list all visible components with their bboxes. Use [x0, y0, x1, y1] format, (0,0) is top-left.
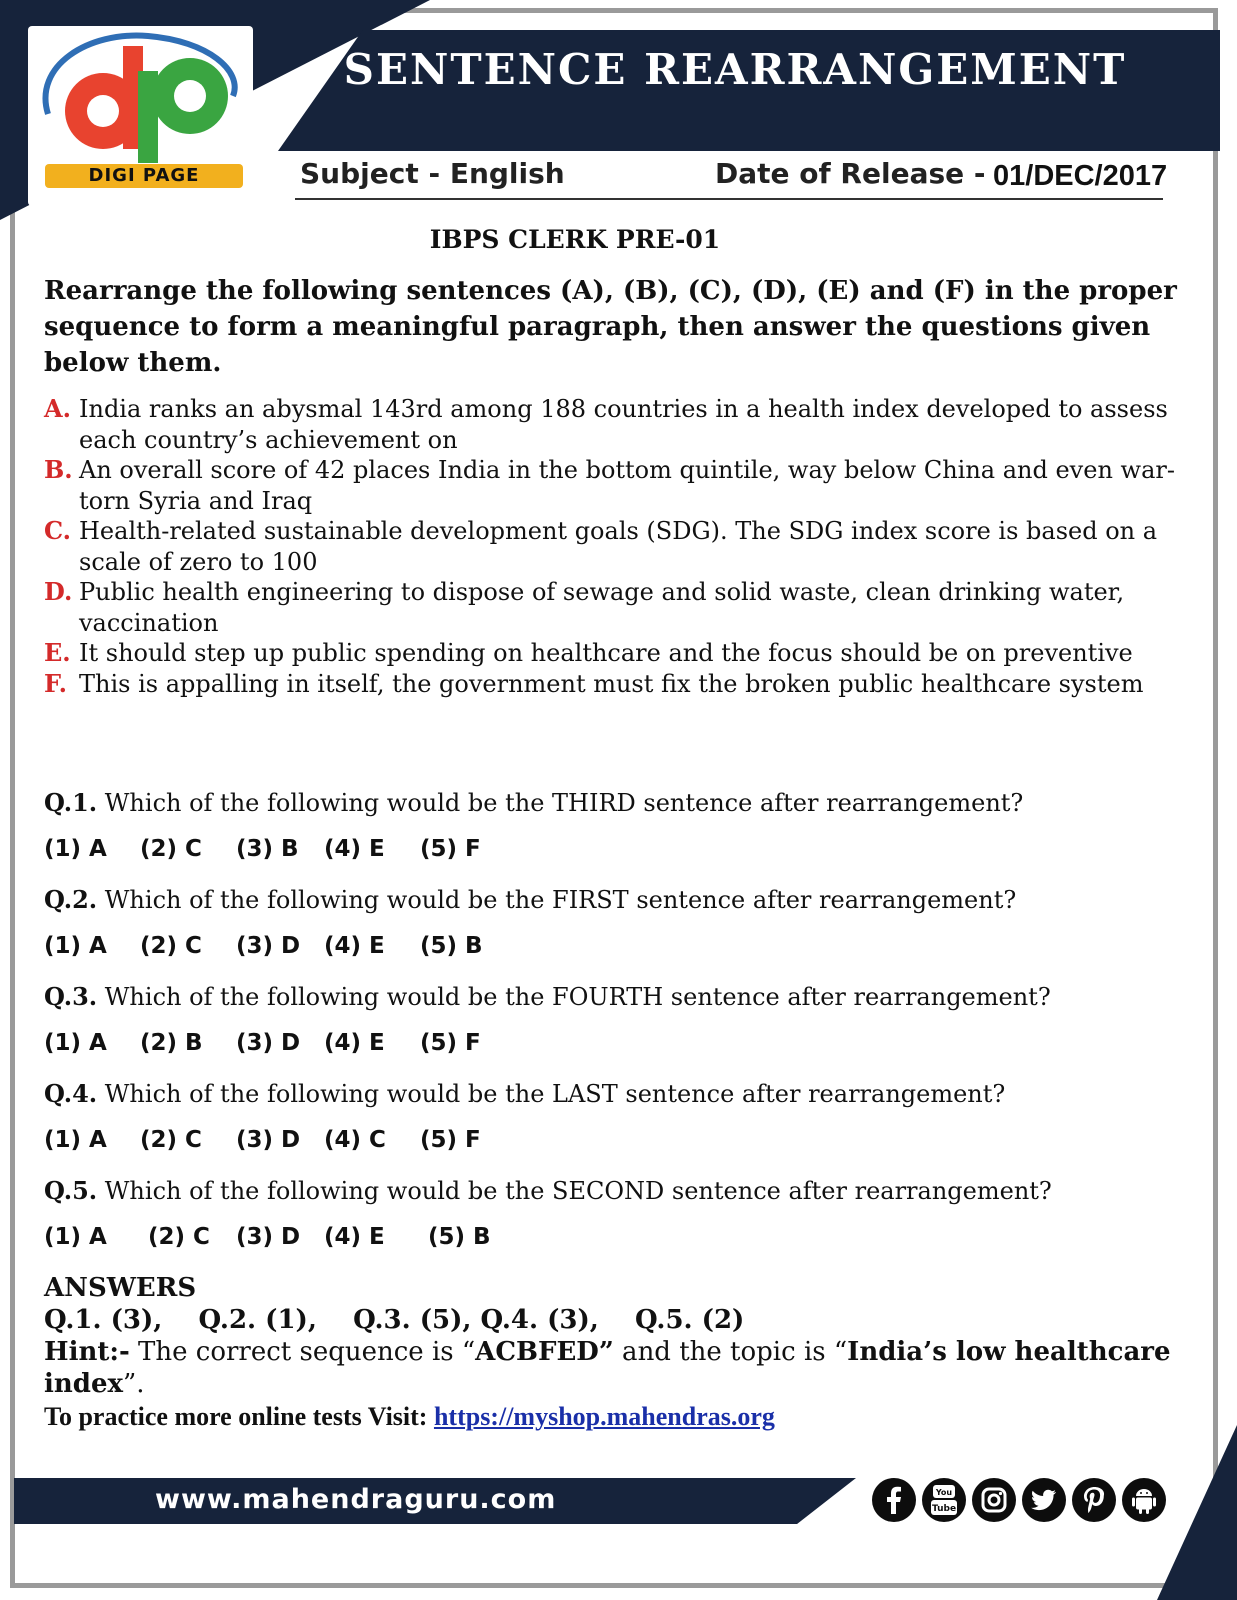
facebook-icon[interactable]	[872, 1478, 916, 1522]
sentence-text: This is appalling in itself, the government must fix the broken public healthcare system	[79, 669, 1144, 698]
question-number: Q.5.	[44, 1176, 98, 1205]
header-divider	[295, 198, 1163, 200]
hint-mid: and the topic is “	[613, 1337, 848, 1367]
option: (5) F	[420, 1030, 481, 1056]
sentence-item	[44, 455, 1184, 516]
option: (4) E	[324, 933, 385, 959]
sentence-letter: A.	[44, 394, 71, 423]
option: (1) A	[44, 836, 107, 862]
question-2	[44, 885, 1194, 959]
question-4	[44, 1079, 1194, 1153]
date-label: Date of Release -	[715, 157, 986, 190]
question-number: Q.3.	[44, 982, 98, 1011]
hint-text	[44, 1336, 1194, 1400]
sentence-item	[44, 516, 1184, 577]
svg-text:You: You	[935, 1488, 953, 1497]
option: (3) D	[236, 1127, 301, 1153]
digi-page-badge: DIGI PAGE	[45, 164, 243, 188]
footer-website[interactable]: www.mahendraguru.com	[155, 1484, 557, 1515]
sentence-text: It should step up public spending on healthcare and the focus should be on preventive	[79, 639, 1133, 667]
option: (4) C	[324, 1127, 386, 1153]
sentence-list	[44, 394, 1184, 699]
answers-heading: ANSWERS	[44, 1273, 197, 1303]
android-icon[interactable]	[1122, 1478, 1166, 1522]
sentence-letter: F.	[44, 668, 67, 698]
sentence-text: Health-related sustainable development goals (SDG). The SDG index score is based on a scale of zero to 100	[79, 517, 1158, 576]
sentence-letter: E.	[44, 638, 71, 667]
option: (4) E	[324, 836, 385, 862]
question-text: Which of the following would be the FIRST sentence after rearrangement?	[104, 886, 1017, 914]
sentence-letter: C.	[44, 516, 72, 545]
sentence-item	[44, 638, 1184, 669]
question-5	[44, 1176, 1194, 1250]
option: (2) C	[140, 1127, 202, 1153]
option: (2) C	[140, 836, 202, 862]
question-number: Q.4.	[44, 1079, 98, 1108]
question-options	[44, 836, 1194, 862]
question-1	[44, 788, 1194, 862]
twitter-icon[interactable]	[1022, 1478, 1066, 1522]
option: (3) D	[236, 1224, 301, 1250]
option: (2) C	[148, 1224, 210, 1250]
sentence-item	[44, 394, 1184, 455]
option: (5) F	[420, 1127, 481, 1153]
question-text: Which of the following would be the SECOND sentence after rearrangement?	[104, 1177, 1052, 1205]
hint-topic: India’s low healthcare index	[44, 1337, 1171, 1399]
hint-sequence: ACBFED”	[475, 1337, 614, 1367]
answers-section	[44, 1272, 1194, 1400]
option: (5) F	[420, 836, 481, 862]
option: (2) C	[140, 933, 202, 959]
practice-link[interactable]: https://myshop.mahendras.org	[433, 1402, 775, 1431]
hint-label: Hint:-	[44, 1337, 130, 1367]
instruction-text: Rearrange the following sentences (A), (B), (C), (D), (E) and (F) in the proper sequence to form a meaningful paragraph, then answer the questions given below them.	[44, 276, 1177, 378]
release-date: 01/DEC/2017	[993, 160, 1168, 192]
dp-logo-icon	[28, 26, 253, 166]
sentence-item	[44, 669, 1184, 700]
sentence-letter: B.	[44, 455, 73, 484]
subject-label: Subject - English	[300, 157, 565, 190]
sentence-text: Public health engineering to dispose of sewage and solid waste, clean drinking water, vaccination	[79, 578, 1125, 637]
option: (2) B	[140, 1030, 203, 1056]
option: (1) A	[44, 933, 107, 959]
sentence-text: An overall score of 42 places India in the bottom quintile, way below China and even war-torn Syria and Iraq	[79, 456, 1175, 515]
sentence-item	[44, 577, 1184, 638]
exam-title: IBPS CLERK PRE-01	[429, 225, 721, 254]
youtube-icon[interactable]	[922, 1478, 966, 1522]
option: (1) A	[44, 1127, 107, 1153]
practice-text: To practice more online tests Visit:	[44, 1402, 434, 1431]
question-number: Q.2.	[44, 885, 98, 914]
question-number: Q.1.	[44, 788, 98, 817]
sentence-letter: D.	[44, 577, 73, 606]
answers-line: Q.1. (3), Q.2. (1), Q.3. (5), Q.4. (3), Q.5. (2)	[44, 1305, 745, 1335]
question-options	[44, 1127, 1194, 1153]
hint-end: ”.	[123, 1369, 145, 1399]
hint-pre: The correct sequence is “	[129, 1337, 476, 1367]
question-options	[44, 1030, 1194, 1056]
question-text: Which of the following would be the LAST sentence after rearrangement?	[104, 1080, 1006, 1108]
option: (3) D	[236, 1030, 301, 1056]
corner-decoration-bottom-right	[1157, 1425, 1237, 1600]
question-3	[44, 982, 1194, 1056]
question-options	[44, 933, 1194, 959]
option: (4) E	[324, 1030, 385, 1056]
question-options	[44, 1224, 1194, 1250]
option: (3) D	[236, 933, 301, 959]
svg-text:Tube: Tube	[931, 1504, 957, 1514]
pinterest-icon[interactable]	[1072, 1478, 1116, 1522]
option: (1) A	[44, 1224, 107, 1250]
option: (4) E	[324, 1224, 385, 1250]
option: (5) B	[428, 1224, 491, 1250]
option: (3) B	[236, 836, 299, 862]
option: (1) A	[44, 1030, 107, 1056]
sentence-text: India ranks an abysmal 143rd among 188 countries in a health index developed to assess each country’s achievement on	[79, 395, 1168, 454]
practice-line	[44, 1402, 775, 1432]
question-text: Which of the following would be the THIRD sentence after rearrangement?	[104, 789, 1024, 817]
instagram-icon[interactable]	[972, 1478, 1016, 1522]
option: (5) B	[420, 933, 483, 959]
page-title: SENTENCE REARRANGEMENT	[343, 45, 1127, 94]
question-text: Which of the following would be the FOURTH sentence after rearrangement?	[104, 983, 1051, 1011]
